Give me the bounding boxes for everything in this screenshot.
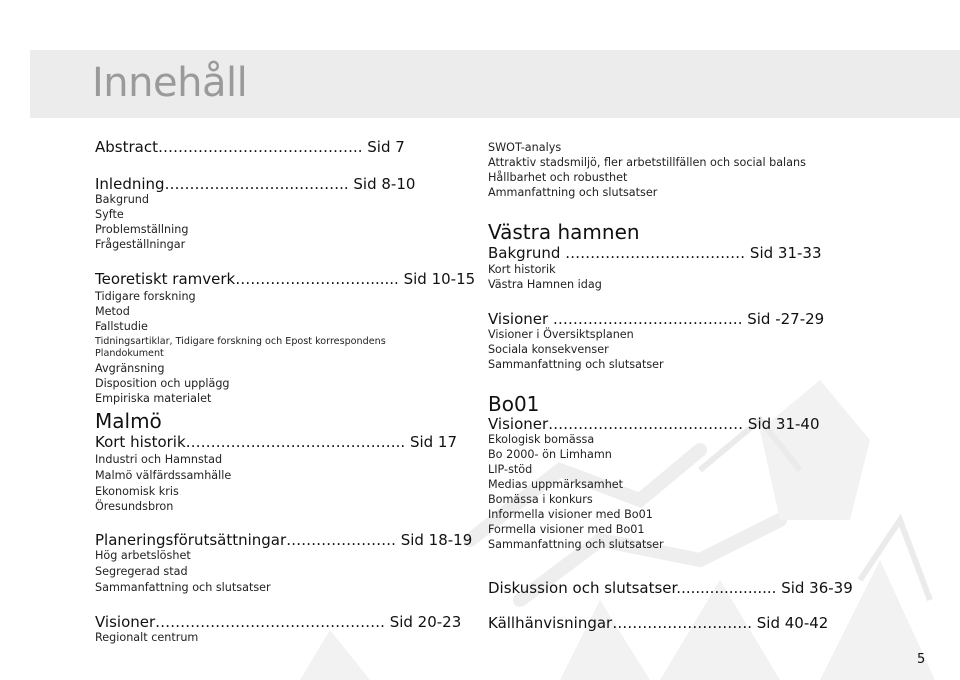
toc-subitem: Sammanfattning och slutsatser — [488, 358, 664, 371]
toc-subitem: LIP-stöd — [488, 463, 533, 476]
toc-subitem: Problemställning — [95, 223, 189, 236]
toc-subitem: Tidningsartiklar, Tidigare forskning och Epost korrespondens — [95, 336, 386, 347]
toc-subitem: Syfte — [95, 208, 124, 221]
toc-subitem: Medias uppmärksamhet — [488, 478, 624, 491]
toc-kort-historik[interactable]: Kort historik…………………………………….. Sid 17 — [95, 433, 458, 451]
toc-diskussion[interactable]: Diskussion och slutsatser..................... Sid 36-39 — [488, 579, 853, 597]
toc-subitem: Regionalt centrum — [95, 631, 199, 644]
toc-subitem: Sammanfattning och slutsatser — [95, 581, 271, 594]
toc-teoretiskt-ramverk[interactable]: Teoretiskt ramverk………………………...... Sid 10-15 — [95, 270, 476, 288]
toc-visioner-bo01[interactable]: Visioner………………………………… Sid 31-40 — [488, 415, 820, 433]
toc-subitem: Industri och Hamnstad — [95, 453, 223, 466]
toc-planeringsforutsattningar[interactable]: Planeringsförutsättningar…………………. Sid 18-19 — [95, 531, 473, 549]
toc-subitem: Metod — [95, 305, 130, 318]
toc-kallhanvisningar[interactable]: Källhänvisningar………………………. Sid 40-42 — [488, 614, 829, 632]
toc-subitem: Bo 2000- ön Limhamn — [488, 448, 612, 461]
page-number: 5 — [917, 652, 926, 667]
toc-subitem: Segregerad stad — [95, 565, 188, 578]
toc-subitem: Empiriska materialet — [95, 392, 212, 405]
toc-subitem: Frågeställningar — [95, 238, 186, 251]
toc-subitem: Öresundsbron — [95, 500, 174, 513]
toc-subitem: SWOT-analys — [488, 141, 562, 154]
toc-subitem: Malmö välfärdssamhälle — [95, 469, 232, 482]
toc-visioner-vastra[interactable]: Visioner ……………………………….. Sid -27-29 — [488, 310, 825, 328]
toc-subitem: Fallstudie — [95, 320, 148, 333]
title-band — [30, 50, 960, 118]
toc-subitem: Visioner i Översiktsplanen — [488, 328, 634, 341]
section-heading-bo01: Bo01 — [488, 392, 540, 416]
toc-subitem: Attraktiv stadsmiljö, fler arbetstillfällen och social balans — [488, 156, 806, 169]
toc-subitem: Bomässa i konkurs — [488, 493, 593, 506]
section-heading-vastra-hamnen: Västra hamnen — [488, 220, 640, 244]
toc-subitem: Avgränsning — [95, 362, 165, 375]
toc-subitem: Informella visioner med Bo01 — [488, 508, 653, 521]
page-title: Innehåll — [92, 60, 248, 106]
toc-subitem: Tidigare forskning — [95, 290, 196, 303]
toc-subitem: Hög arbetslöshet — [95, 549, 191, 562]
toc-subitem: Ekonomisk kris — [95, 485, 179, 498]
toc-subitem: Plandokument — [95, 348, 164, 359]
toc-subitem: Sociala konsekvenser — [488, 343, 609, 356]
toc-subitem: Bakgrund — [95, 193, 149, 206]
toc-subitem: Västra Hamnen idag — [488, 278, 602, 291]
toc-inledning[interactable]: Inledning……………………..……….. Sid 8-10 — [95, 175, 416, 193]
toc-subitem: Disposition och upplägg — [95, 377, 230, 390]
toc-visioner[interactable]: Visioner………………………………………. Sid 20-23 — [95, 613, 462, 631]
toc-bakgrund[interactable]: Bakgrund ……………………………… Sid 31-33 — [488, 244, 822, 262]
toc-subitem: Ekologisk bomässa — [488, 433, 595, 446]
toc-subitem: Formella visioner med Bo01 — [488, 523, 645, 536]
toc-subitem: Hållbarhet och robusthet — [488, 171, 628, 184]
section-heading-malmo: Malmö — [95, 409, 162, 433]
toc-subitem: Sammanfattning och slutsatser — [488, 538, 664, 551]
toc-abstract[interactable]: Abstract………………………………….. Sid 7 — [95, 138, 405, 156]
toc-subitem: Ammanfattning och slutsatser — [488, 186, 658, 199]
toc-subitem: Kort historik — [488, 263, 556, 276]
